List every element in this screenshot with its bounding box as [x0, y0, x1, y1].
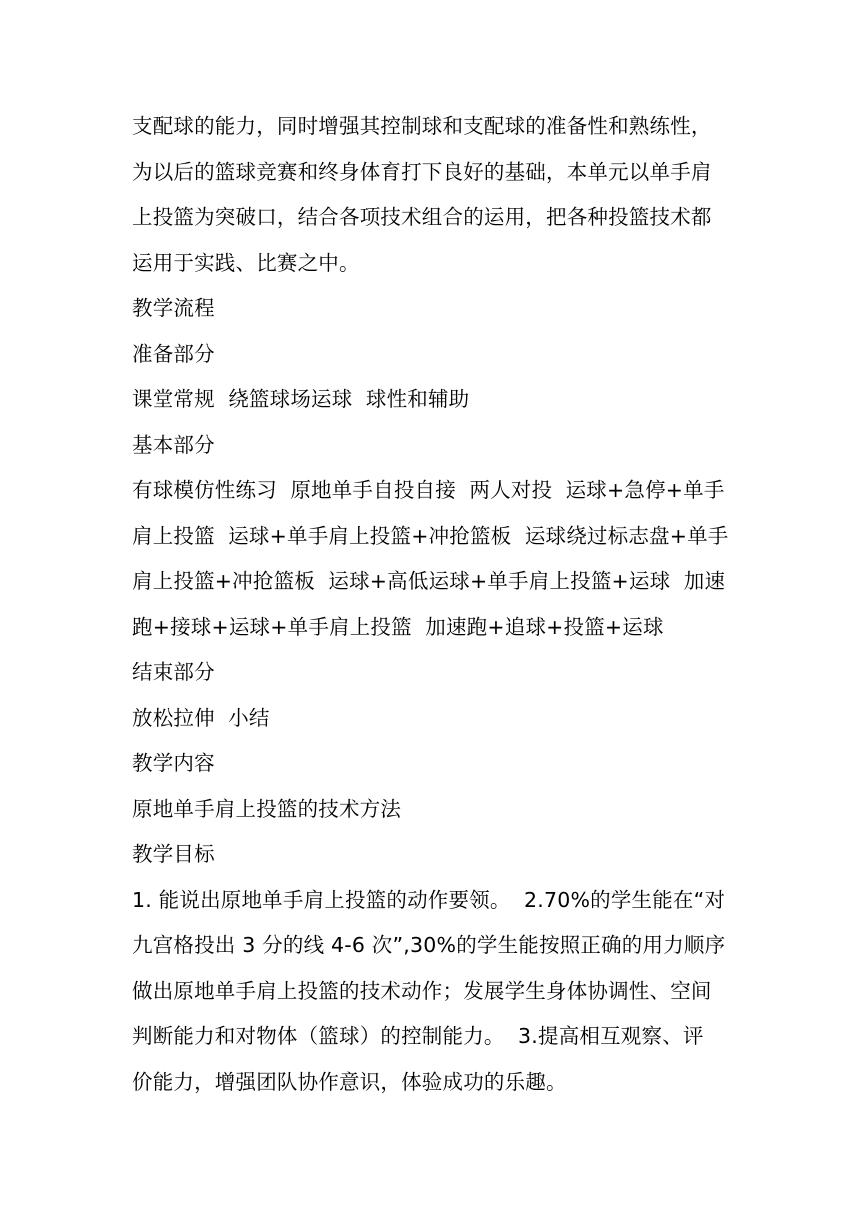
document-page — [132, 104, 730, 1105]
teaching-flow-heading: 教学流程 — [132, 296, 215, 320]
intro-line: 支配球的能力，同时增强其控制球和支配球的准备性和熟练性， — [132, 114, 712, 138]
goals-paragraph — [132, 878, 730, 1106]
prep-content: 课堂常规 绕篮球场运球 球性和辅助 — [132, 387, 470, 411]
basic-paragraph — [132, 468, 730, 650]
content-text: 原地单手肩上投篮的技术方法 — [132, 796, 402, 821]
basic-line: 跑+接球+运球+单手肩上投篮 加速跑+追球+投篮+运球 — [132, 614, 664, 639]
intro-paragraph — [132, 104, 730, 286]
content-heading: 教学内容 — [132, 751, 215, 775]
basic-line: 肩上投篮+冲抢篮板 运球+高低运球+单手肩上投篮+运球 加速 — [132, 569, 726, 593]
basic-line: 有球模仿性练习 原地单手自投自接 两人对投 运球+急停+单手 — [132, 478, 725, 502]
goals-line: 价能力，增强团队协作意识，体验成功的乐趣。 — [132, 1069, 567, 1094]
goals-line: 1. 能说出原地单手肩上投篮的动作要领。 2.70%的学生能在“对 — [132, 887, 726, 912]
prep-heading: 准备部分 — [132, 341, 215, 366]
intro-line: 运用于实践、比赛之中。 — [132, 250, 360, 275]
end-heading: 结束部分 — [132, 660, 215, 684]
goals-heading: 教学目标 — [132, 842, 215, 866]
intro-line: 为以后的篮球竞赛和终身体育打下良好的基础，本单元以单手肩 — [132, 159, 712, 184]
basic-line: 肩上投篮 运球+单手肩上投篮+冲抢篮板 运球绕过标志盘+单手 — [132, 523, 729, 548]
intro-line: 上投篮为突破口，结合各项技术组合的运用，把各种投篮技术都 — [132, 205, 712, 229]
end-content: 放松拉伸 小结 — [132, 705, 270, 730]
goals-line: 做出原地单手肩上投篮的技术动作；发展学生身体协调性、空间 — [132, 978, 712, 1003]
basic-heading: 基本部分 — [132, 432, 215, 457]
goals-line: 九宫格投出 3 分的线 4-6 次”,30%的学生能按照正确的用力顺序 — [132, 933, 726, 957]
goals-line: 判断能力和对物体（篮球）的控制能力。 3.提高相互观察、评 — [132, 1024, 704, 1048]
